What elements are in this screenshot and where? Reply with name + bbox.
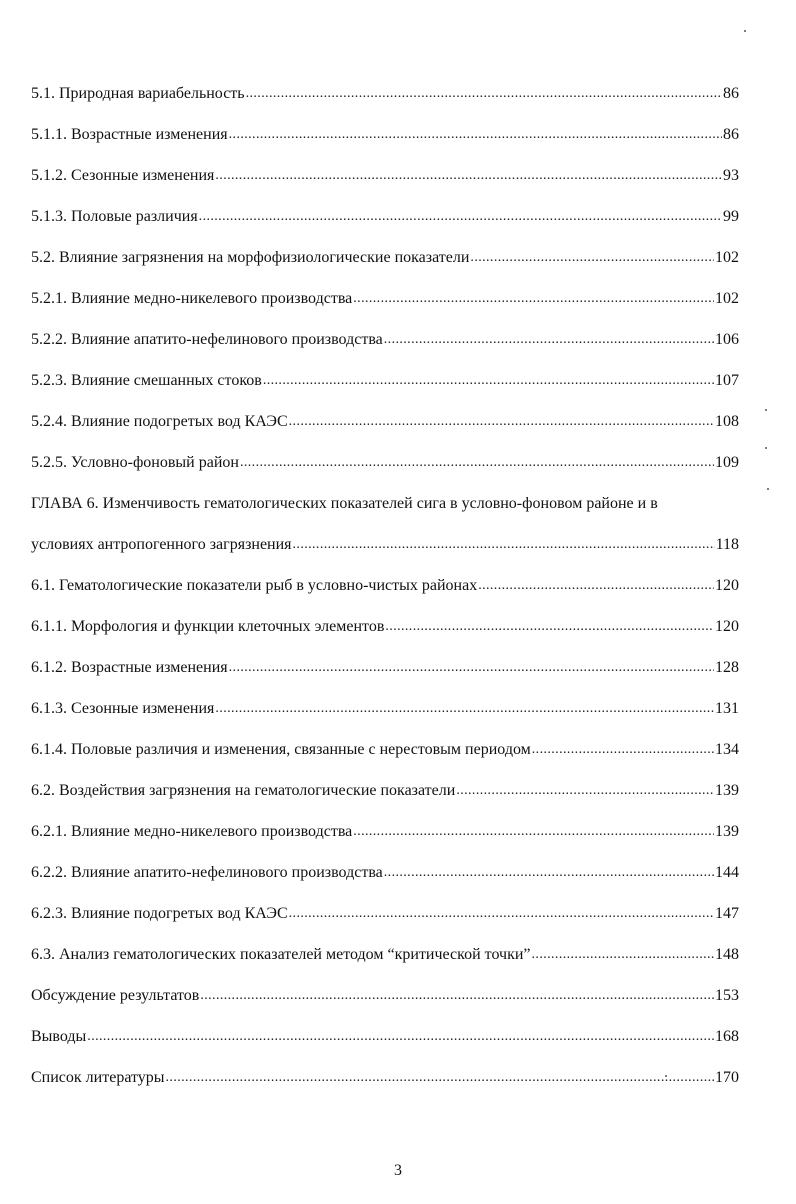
toc-entry-page: 144 [715,864,739,881]
dot-leader [478,576,714,596]
toc-chapter-heading[interactable] [31,473,739,514]
toc-entry-title: 5.1. Природная вариабельность [31,85,245,102]
dot-leader [240,453,714,473]
toc-entry-title: 6.1.4. Половые различия и изменения, связанные с нерестовым периодом [31,741,531,758]
toc-entry-page: 102 [715,290,739,307]
dot-leader [532,740,714,760]
toc-entry-title: 5.2.1. Влияние медно-никелевого производства [31,290,353,307]
toc-entry-page: 170 [715,1069,739,1086]
toc-entry-page: 107 [715,372,739,389]
toc-entry[interactable] [31,1006,739,1047]
toc-entry[interactable] [31,596,739,637]
dot-leader [215,166,722,186]
toc-entry-title: 6.2. Воздействия загрязнения на гематологические показатели [31,782,456,799]
toc-entry[interactable] [31,555,739,596]
toc-entry[interactable] [31,924,739,965]
toc-entry-title: 5.2. Влияние загрязнения на морфофизиологические показатели [31,249,470,266]
toc-entry[interactable] [31,719,739,760]
toc-entry[interactable] [31,637,739,678]
dot-leader [532,945,714,965]
toc-entry[interactable] [31,104,739,145]
toc-entry[interactable] [31,1047,739,1088]
dot-leader [293,535,715,555]
dot-leader [166,1068,714,1088]
toc-entry-title: 6.2.1. Влияние медно-никелевого производства [31,823,353,840]
toc-entry[interactable] [31,801,739,842]
toc-entry[interactable] [31,145,739,186]
toc-entry-page: 118 [715,536,739,553]
toc-entry-page: 108 [715,413,739,430]
page-number: 3 [394,1162,402,1179]
scan-speck [665,1075,667,1077]
toc-entry[interactable] [31,63,739,104]
toc-entry-page: 128 [715,659,739,676]
dot-leader [263,371,714,391]
scan-speck [765,447,767,449]
dot-leader [385,617,714,637]
toc-entry-title: 5.2.3. Влияние смешанных стоков [31,372,262,389]
toc-entry-title: 6.2.2. Влияние апатито-нефелинового производства [31,864,383,881]
toc-entry-page: 168 [715,1028,739,1045]
dot-leader [229,125,722,145]
toc-entry[interactable] [31,842,739,883]
dot-leader [199,207,722,227]
toc-entry-page: 134 [715,741,739,758]
toc-entry[interactable] [31,678,739,719]
toc-entry-page: 139 [715,782,739,799]
toc-entry[interactable] [31,227,739,268]
toc-entry-page: 86 [723,126,739,143]
toc-entry-page: 120 [715,577,739,594]
toc-entry[interactable] [31,350,739,391]
toc-entry-page: 86 [723,85,739,102]
toc-entry-title: 6.1.3. Сезонные изменения [31,700,215,717]
dot-leader [384,863,714,883]
toc-entry-page: 109 [715,454,739,471]
toc-entry-title: Обсуждение результатов [31,987,200,1004]
dot-leader [384,330,714,350]
toc-entry-title: 6.2.3. Влияние подогретых вод КАЭС [31,905,288,922]
toc-entry-title: 6.1. Гематологические показатели рыб в условно-чистых районах [31,577,478,594]
scan-speck [765,409,767,411]
dot-leader [353,289,714,309]
toc-entry-title: 6.3. Анализ гематологических показателей методом “критической точки” [31,946,531,963]
toc-entry-page: 148 [715,946,739,963]
toc-entry-title: Список литературы [31,1069,165,1086]
toc-entry[interactable] [31,965,739,1006]
dot-leader [289,412,714,432]
scan-speck [744,30,746,32]
toc-entry-title: ГЛАВА 6. Изменчивость гематологических показателей сига в условно-фоновом районе и в [31,495,658,512]
toc-entry[interactable] [31,432,739,473]
dot-leader [87,1027,714,1047]
toc-entry-page: 153 [715,987,739,1004]
toc-entry-title: 6.1.1. Морфология и функции клеточных элементов [31,618,385,635]
toc-entry[interactable] [31,514,739,555]
toc-entry[interactable] [31,309,739,350]
toc-entry-title: 5.2.5. Условно-фоновый район [31,454,239,471]
toc-entry-title: 5.2.2. Влияние апатито-нефелинового производства [31,331,383,348]
dot-leader [470,248,714,268]
dot-leader [456,781,714,801]
toc-entry-title: 5.1.1. Возрастные изменения [31,126,228,143]
toc-entry[interactable] [31,760,739,801]
toc-entry-page: 131 [715,700,739,717]
toc-entry-title: 5.1.2. Сезонные изменения [31,167,215,184]
dot-leader [215,699,714,719]
toc-entry-title: Выводы [31,1028,87,1045]
toc-entry[interactable] [31,268,739,309]
dot-leader [246,84,722,104]
toc-entry-title: 5.2.4. Влияние подогретых вод КАЭС [31,413,288,430]
toc-entry-page: 93 [723,167,739,184]
dot-leader [353,822,714,842]
toc-entry-title: 5.1.3. Половые различия [31,208,198,225]
toc-entry-title: условиях антропогенного загрязнения [31,536,292,553]
toc-entry[interactable] [31,883,739,924]
toc-entry-title: 6.1.2. Возрастные изменения [31,659,228,676]
dot-leader [200,986,714,1006]
toc-entry[interactable] [31,186,739,227]
dot-leader [289,904,714,924]
toc-entry-page: 106 [715,331,739,348]
table-of-contents [31,63,739,1088]
toc-entry[interactable] [31,391,739,432]
toc-entry-page: 102 [715,249,739,266]
toc-entry-page: 139 [715,823,739,840]
toc-entry-page: 120 [715,618,739,635]
toc-entry-page: 147 [715,905,739,922]
scan-speck [767,488,769,490]
dot-leader [229,658,714,678]
toc-entry-page: 99 [723,208,739,225]
